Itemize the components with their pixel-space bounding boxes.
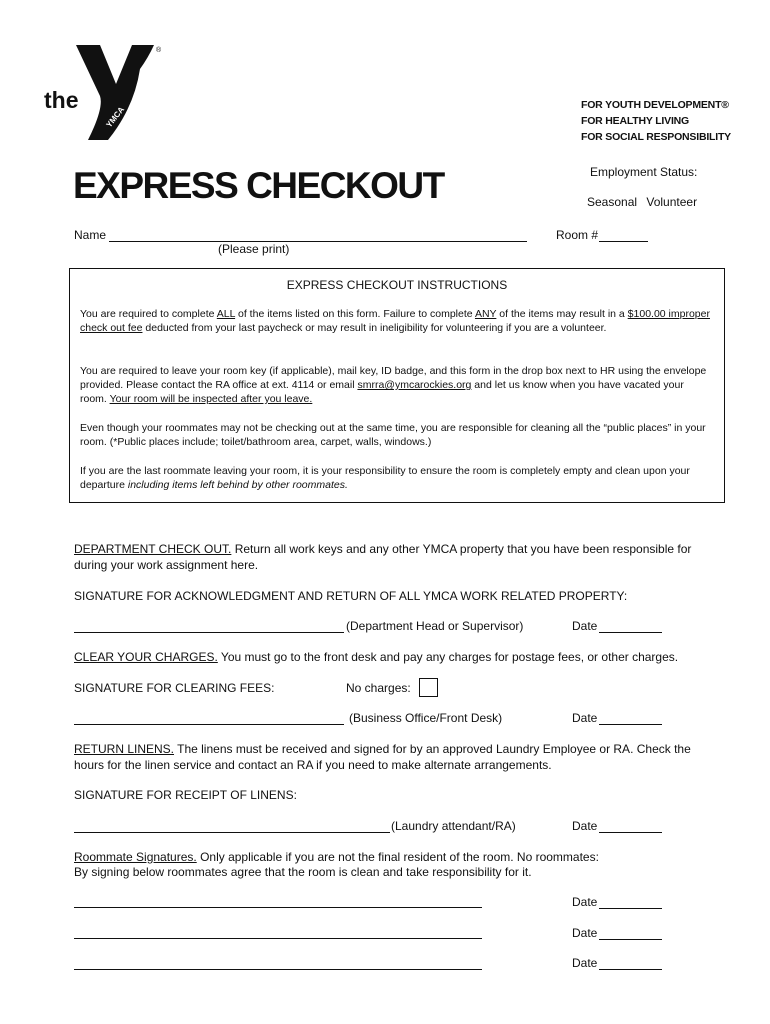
linens-signature-label: (Laundry attendant/RA) <box>391 819 516 833</box>
clearing-fees-signature-label: (Business Office/Front Desk) <box>349 711 503 725</box>
employment-status-label: Employment Status: <box>590 165 698 179</box>
room-field[interactable] <box>599 230 648 242</box>
clearing-fees-date-field[interactable] <box>599 711 662 725</box>
roommate-signature-field[interactable] <box>74 894 482 908</box>
instructions-paragraph-1: You are required to complete ALL of the items listed on this form. Failure to complete ANY of the items may result in a $100.00 improper check out fee deducted from your last paycheck or may result in ineligibility for volunteering if you are a volunteer. <box>80 308 710 334</box>
linens-date-label: Date <box>572 819 598 833</box>
roommate-date-field[interactable] <box>599 895 662 909</box>
clearing-fees-signature-heading: SIGNATURE FOR CLEARING FEES: <box>74 681 275 695</box>
roommate-signature-field[interactable] <box>74 956 482 970</box>
please-print-label: (Please print) <box>218 242 290 256</box>
department-date-label: Date <box>572 619 598 633</box>
return-linens-text: RETURN LINENS. The linens must be received and signed for by an approved Laundry Employee or RA. Check the hours for the linen service and contact an RA if you need to make alternate arrangements. <box>74 742 691 772</box>
clear-charges-text: CLEAR YOUR CHARGES. You must go to the front desk and pay any charges for postage fees, or other charges. <box>74 650 679 664</box>
logo-the-text: the <box>44 87 79 113</box>
name-field[interactable] <box>109 230 527 242</box>
department-date-field[interactable] <box>599 619 662 633</box>
instructions-paragraph-2: You are required to leave your room key (if applicable), mail key, ID badge, and this form in the drop box next to HR using the envelope provided. Please contact the RA office at ext. 4114 or email smrra@ymcarockies.org and let us know when you have vacated your room. Your room will be inspected after you leave. <box>80 365 707 405</box>
logo-registered-mark: ® <box>156 47 162 54</box>
instructions-box <box>69 268 725 503</box>
instructions-paragraph-4: If you are the last roommate leaving your room, it is your responsibility to ensure the room is completely empty and clean upon your departure including items left behind by other roommates. <box>80 465 690 491</box>
employment-status-options[interactable]: Seasonal Volunteer <box>587 195 698 209</box>
department-checkout-text: DEPARTMENT CHECK OUT. Return all work keys and any other YMCA property that you have been responsible for during your work assignment here. <box>74 542 692 572</box>
page-title: EXPRESS CHECKOUT <box>73 165 444 206</box>
ymca-logo-graphic <box>44 42 174 146</box>
tagline-line: FOR SOCIAL RESPONSIBILITY <box>581 131 731 143</box>
roommate-date-label: Date <box>572 926 598 940</box>
room-label: Room # <box>556 228 599 242</box>
linens-signature-heading: SIGNATURE FOR RECEIPT OF LINENS: <box>74 788 297 802</box>
department-signature-heading: SIGNATURE FOR ACKNOWLEDGMENT AND RETURN OF ALL YMCA WORK RELATED PROPERTY: <box>74 589 628 603</box>
clearing-fees-date-label: Date <box>572 711 598 725</box>
no-charges-checkbox[interactable] <box>419 678 438 697</box>
roommate-agreement-text: By signing below roommates agree that the room is clean and take responsibility for it. <box>74 865 532 879</box>
roommate-signature-field[interactable] <box>74 925 482 939</box>
roommate-date-label: Date <box>572 895 598 909</box>
ra-email-link[interactable]: smrra@ymcarockies.org <box>357 379 472 391</box>
clearing-fees-signature-field[interactable] <box>74 711 344 725</box>
ymca-logo <box>44 42 174 146</box>
instructions-paragraph-3: Even though your roommates may not be checking out at the same time, you are responsible for cleaning all the “public places” in your room. (*Public places include; toilet/bathroom area, carpet, walls, windows.) <box>80 422 706 448</box>
roommate-date-field[interactable] <box>599 926 662 940</box>
name-label: Name <box>74 228 107 242</box>
roommate-signatures-text: Roommate Signatures. Only applicable if you are not the final resident of the room. No roommates: <box>74 850 599 864</box>
no-charges-label: No charges: <box>346 681 411 695</box>
logo-ymca-text: YMCA <box>104 105 127 130</box>
tagline-line: FOR YOUTH DEVELOPMENT® <box>581 99 729 111</box>
linens-signature-field[interactable] <box>74 819 390 833</box>
roommate-date-field[interactable] <box>599 956 662 970</box>
tagline-line: FOR HEALTHY LIVING <box>581 115 690 127</box>
linens-date-field[interactable] <box>599 819 662 833</box>
tagline <box>581 97 731 145</box>
department-signature-label: (Department Head or Supervisor) <box>346 619 524 633</box>
roommate-date-label: Date <box>572 956 598 970</box>
department-signature-field[interactable] <box>74 619 344 633</box>
instructions-title: EXPRESS CHECKOUT INSTRUCTIONS <box>286 278 508 292</box>
